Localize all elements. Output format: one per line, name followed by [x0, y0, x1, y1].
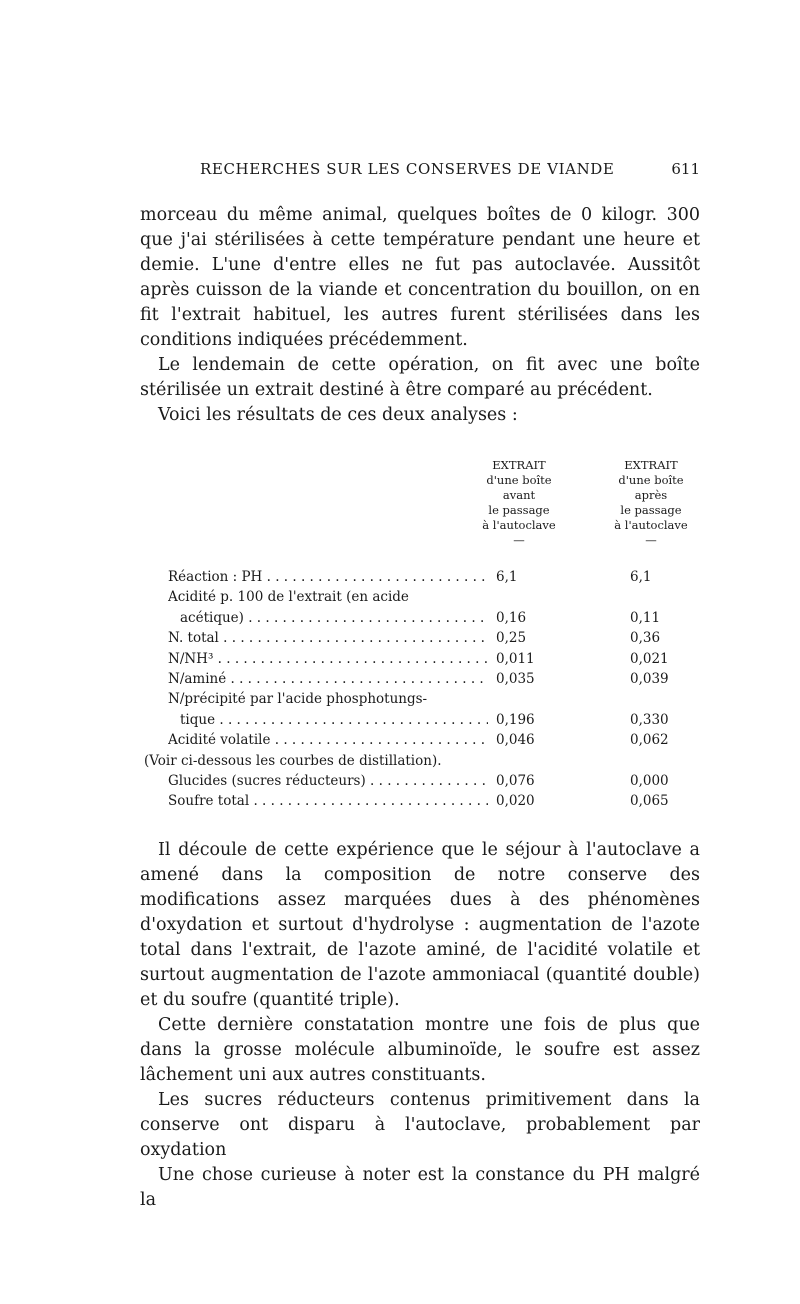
row-label: tique . . . — [180, 710, 488, 730]
value-before: 0,196 — [496, 711, 535, 728]
row-label: Soufre total . . . — [168, 791, 488, 811]
table-row — [140, 730, 700, 750]
paragraph: Le lendemain de cette opération, on fit avec une boîte stérilisée un extrait destiné à être comparé au précédent. — [140, 355, 700, 400]
heading-line: avant — [502, 488, 536, 502]
heading-line: à l'autoclave — [482, 518, 556, 532]
row-label: Acidité p. 100 de l'extrait (en acide — [168, 589, 409, 606]
row-label: N/aminé . . . — [168, 669, 488, 689]
row-label: Réaction : PH . . . — [168, 567, 488, 587]
table-row — [140, 628, 700, 648]
row-label: Glucides (sucres réducteurs) . . . — [168, 771, 488, 791]
row-label: N. total . . . — [168, 628, 488, 648]
heading-line: d'une boîte — [486, 473, 552, 487]
row-label: N/NH³ . . . — [168, 649, 488, 669]
table-row — [140, 751, 700, 771]
value-before: 0,25 — [496, 630, 527, 647]
value-after: 0,021 — [630, 650, 669, 667]
paragraph: Voici les résultats de ces deux analyses : — [158, 405, 518, 425]
paragraph: Il découle de cette expérience que le séjour à l'autoclave a amené dans la composition de notre conserve des modifications assez marquées dues à des phénomènes d'oxydation et surtout d'hydrolyse : augmentation de l'azote total dans l'extrait, de l'azote aminé, de l'acidité volatile et surtout augmentation de l'azote ammoniacal (quantité double) et du soufre (quantité triple). — [140, 840, 700, 1010]
heading-line: d'une boîte — [618, 473, 684, 487]
value-after: 0,36 — [630, 630, 661, 647]
page-header — [200, 160, 700, 184]
value-before: 0,046 — [496, 732, 535, 749]
table-row — [140, 669, 700, 689]
heading-line: à l'autoclave — [614, 518, 688, 532]
row-label: acétique) . . . — [180, 608, 488, 628]
value-before: 0,16 — [496, 609, 527, 626]
table-row — [140, 608, 700, 628]
table-row — [140, 771, 700, 791]
row-label: (Voir ci-dessous les courbes de distillation). — [144, 752, 442, 769]
heading-line: le passage — [620, 503, 682, 517]
table-row — [140, 567, 700, 587]
value-after: 0,000 — [630, 772, 669, 789]
paragraph: Une chose curieuse à noter est la constance du PH malgré la — [140, 1165, 700, 1210]
heading-line: le passage — [488, 503, 550, 517]
table-row — [140, 791, 700, 811]
value-before: 6,1 — [496, 569, 518, 585]
results-table — [140, 567, 700, 812]
running-title: RECHERCHES SUR LES CONSERVES DE VIANDE — [200, 160, 615, 178]
column-heading-after — [596, 458, 706, 548]
value-before: 0,076 — [496, 772, 535, 789]
heading-line: EXTRAIT — [624, 458, 678, 472]
value-after: 0,065 — [630, 793, 669, 810]
heading-dash: — — [513, 533, 525, 547]
paragraph: Cette dernière constatation montre une fois de plus que dans la grosse molécule albuminoïde, le soufre est assez lâchement uni aux autres constituants. — [140, 1015, 700, 1085]
value-after: 0,330 — [630, 711, 669, 728]
heading-dash: — — [645, 533, 657, 547]
value-before: 0,035 — [496, 670, 535, 687]
paragraph: Les sucres réducteurs contenus primitivement dans la conserve ont disparu à l'autoclave, probablement par oxydation — [140, 1090, 700, 1160]
row-label: Acidité volatile . . . — [168, 730, 488, 750]
paragraph: morceau du même animal, quelques boîtes de 0 kilogr. 300 que j'ai stérilisées à cette température pendant une heure et demie. L'une d'entre elles ne fut pas autoclavée. Aussitôt après cuisson de la viande et concentration du bouillon, on en fit l'extrait habituel, les autres furent stérilisées dans les conditions indiquées précédemment. — [140, 205, 700, 350]
page-number: 611 — [671, 160, 700, 178]
value-after: 0,039 — [630, 670, 669, 687]
conclusion-text — [140, 838, 700, 1213]
value-after: 0,062 — [630, 732, 669, 749]
value-before: 0,020 — [496, 793, 535, 810]
table-row — [140, 587, 700, 607]
row-label: N/précipité par l'acide phosphotungs- — [168, 691, 428, 708]
intro-text — [140, 203, 700, 428]
value-after: 0,11 — [630, 609, 661, 626]
value-after: 6,1 — [630, 569, 652, 585]
table-row — [140, 649, 700, 669]
value-before: 0,011 — [496, 650, 535, 667]
heading-line: EXTRAIT — [492, 458, 546, 472]
column-heading-before — [464, 458, 574, 548]
table-row — [140, 689, 700, 709]
heading-line: après — [634, 488, 668, 502]
table-row — [140, 710, 700, 730]
